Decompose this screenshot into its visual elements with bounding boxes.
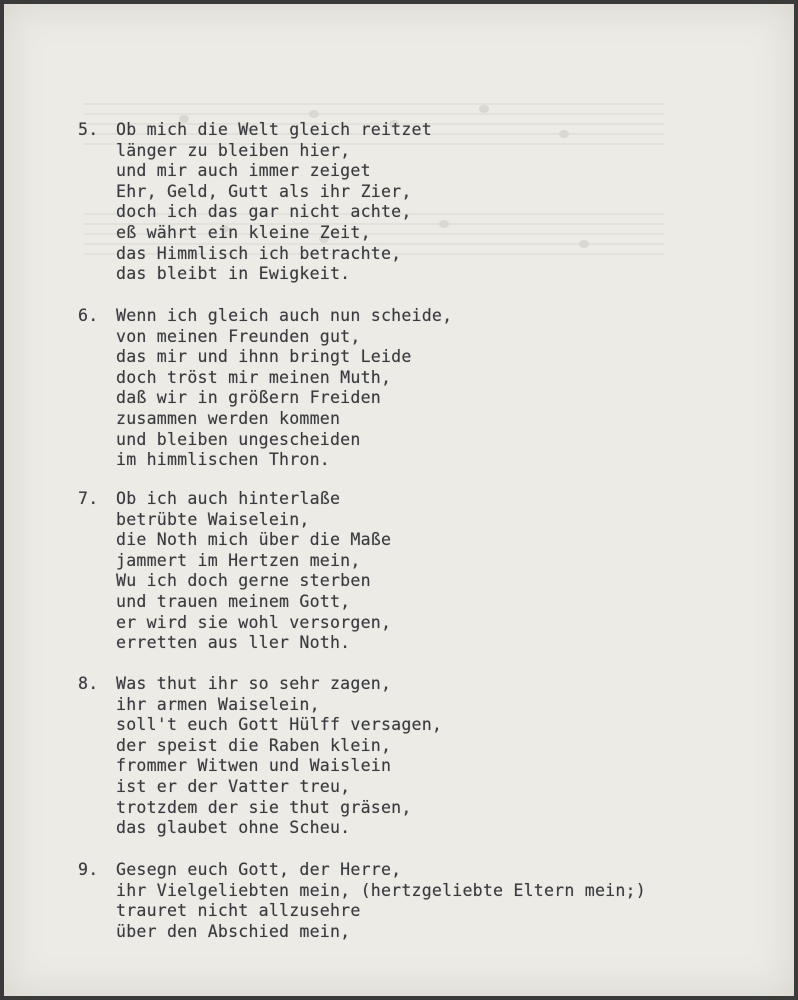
stanza xyxy=(78,860,646,942)
verse-line: Ehr, Geld, Gutt als ihr Zier, xyxy=(116,181,412,201)
verse-line: doch tröst mir meinen Muth, xyxy=(116,367,392,387)
verse-line: betrübte Waiselein, xyxy=(116,509,310,529)
verse-line: frommer Witwen und Waislein xyxy=(116,756,392,776)
stanza xyxy=(78,120,432,285)
verse-line: trauret nicht allzusehre xyxy=(116,901,361,921)
verse-line: daß wir in größern Freiden xyxy=(116,388,381,408)
verse-line: von meinen Freunden gut, xyxy=(116,326,361,346)
verse-line: der speist die Raben klein, xyxy=(116,735,392,755)
stanza-lines xyxy=(116,489,391,654)
verse-line: trotzdem der sie thut gräsen, xyxy=(116,797,412,817)
verse-line: und bleiben ungescheiden xyxy=(116,429,361,449)
stanza-number: 7. xyxy=(78,489,99,508)
verse-line: das Himmlisch ich betrachte, xyxy=(116,243,402,263)
stanza xyxy=(78,674,442,839)
verse-line: und trauen meinem Gott, xyxy=(116,591,351,611)
verse-line: jammert im Hertzen mein, xyxy=(116,550,361,570)
verse-line: erretten aus ller Noth. xyxy=(116,633,351,653)
stanza-lines xyxy=(116,306,452,471)
stanza-number: 5. xyxy=(78,120,99,139)
stanza xyxy=(78,489,391,654)
verse-line: das glaubet ohne Scheu. xyxy=(116,818,351,838)
verse-line: Ob mich die Welt gleich reitzet xyxy=(116,120,432,139)
verse-line: das bleibt in Ewigkeit. xyxy=(116,264,351,284)
verse-line: und mir auch immer zeiget xyxy=(116,161,371,181)
verse-line: Wenn ich gleich auch nun scheide, xyxy=(116,306,453,325)
verse-line: die Noth mich über die Maße xyxy=(116,530,392,550)
stanza-lines xyxy=(116,674,442,839)
verse-line: länger zu bleiben hier, xyxy=(116,140,351,160)
verse-line: eß währt ein kleine Zeit, xyxy=(116,222,371,242)
verse-line: Gesegn euch Gott, der Herre, xyxy=(116,860,402,879)
verse-line: ist er der Vatter treu, xyxy=(116,776,351,796)
verse-line: soll't euch Gott Hülff versagen, xyxy=(116,715,443,735)
verse-line: über den Abschied mein, xyxy=(116,921,351,941)
verse-line: Wu ich doch gerne sterben xyxy=(116,571,371,591)
document-page xyxy=(4,4,794,996)
verse-line: Was thut ihr so sehr zagen, xyxy=(116,674,392,693)
verse-line: das mir und ihnn bringt Leide xyxy=(116,347,412,367)
verse-line: ihr armen Waiselein, xyxy=(116,694,320,714)
verse-line: ihr Vielgeliebten mein, (hertzgeliebte Eltern mein;) xyxy=(116,880,646,900)
stanza-number: 8. xyxy=(78,674,99,693)
verse-line: doch ich das gar nicht achte, xyxy=(116,202,412,222)
verse-line: er wird sie wohl versorgen, xyxy=(116,612,392,632)
verse-line: Ob ich auch hinterlaße xyxy=(116,489,341,508)
stanza xyxy=(78,306,452,471)
stanza-number: 6. xyxy=(78,306,99,325)
stanza-lines xyxy=(116,860,646,942)
stanza-lines xyxy=(116,120,432,285)
verse-line: im himmlischen Thron. xyxy=(116,450,330,470)
stanza-number: 9. xyxy=(78,860,99,879)
verse-line: zusammen werden kommen xyxy=(116,408,341,428)
